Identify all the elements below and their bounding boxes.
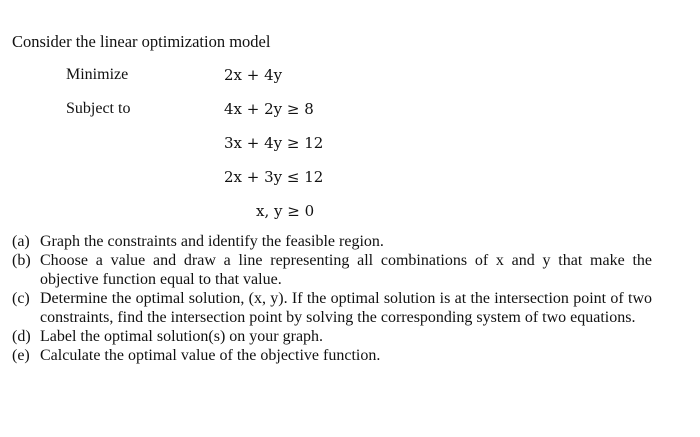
part-letter: (e) [12, 347, 30, 364]
part-text: Graph the constraints and identify the feasible region. [40, 233, 384, 250]
part-text: Choose a value and draw a line representing all combinations of x and y that make the objective function equal to that value. [40, 252, 652, 288]
part-text: Calculate the optimal value of the objective function. [40, 347, 381, 364]
nonnegativity-constraint: x, y ≥ 0 [256, 202, 315, 220]
part-letter: (b) [12, 252, 31, 269]
part-c [12, 289, 652, 327]
part-d [12, 327, 652, 346]
intro-text: Consider the linear optimization model [12, 32, 271, 51]
part-a [12, 232, 652, 251]
part-letter: (a) [12, 233, 30, 250]
objective-function: 2x + 4y [224, 66, 283, 84]
part-b [12, 251, 652, 289]
constraint-2: 3x + 4y ≥ 12 [224, 134, 324, 152]
part-e [12, 346, 652, 365]
part-letter: (c) [12, 290, 30, 307]
question-parts [12, 232, 652, 365]
minimize-label: Minimize [66, 66, 129, 83]
part-letter: (d) [12, 328, 31, 345]
part-text: Determine the optimal solution, (x, y). If the optimal solution is at the intersection point of two constraints, find the intersection point by solving the corresponding system of two equations. [40, 290, 652, 326]
constraint-3: 2x + 3y ≤ 12 [224, 168, 324, 186]
constraint-1: 4x + 2y ≥ 8 [224, 100, 314, 118]
subject-to-label: Subject to [66, 100, 131, 117]
part-text: Label the optimal solution(s) on your graph. [40, 328, 324, 345]
